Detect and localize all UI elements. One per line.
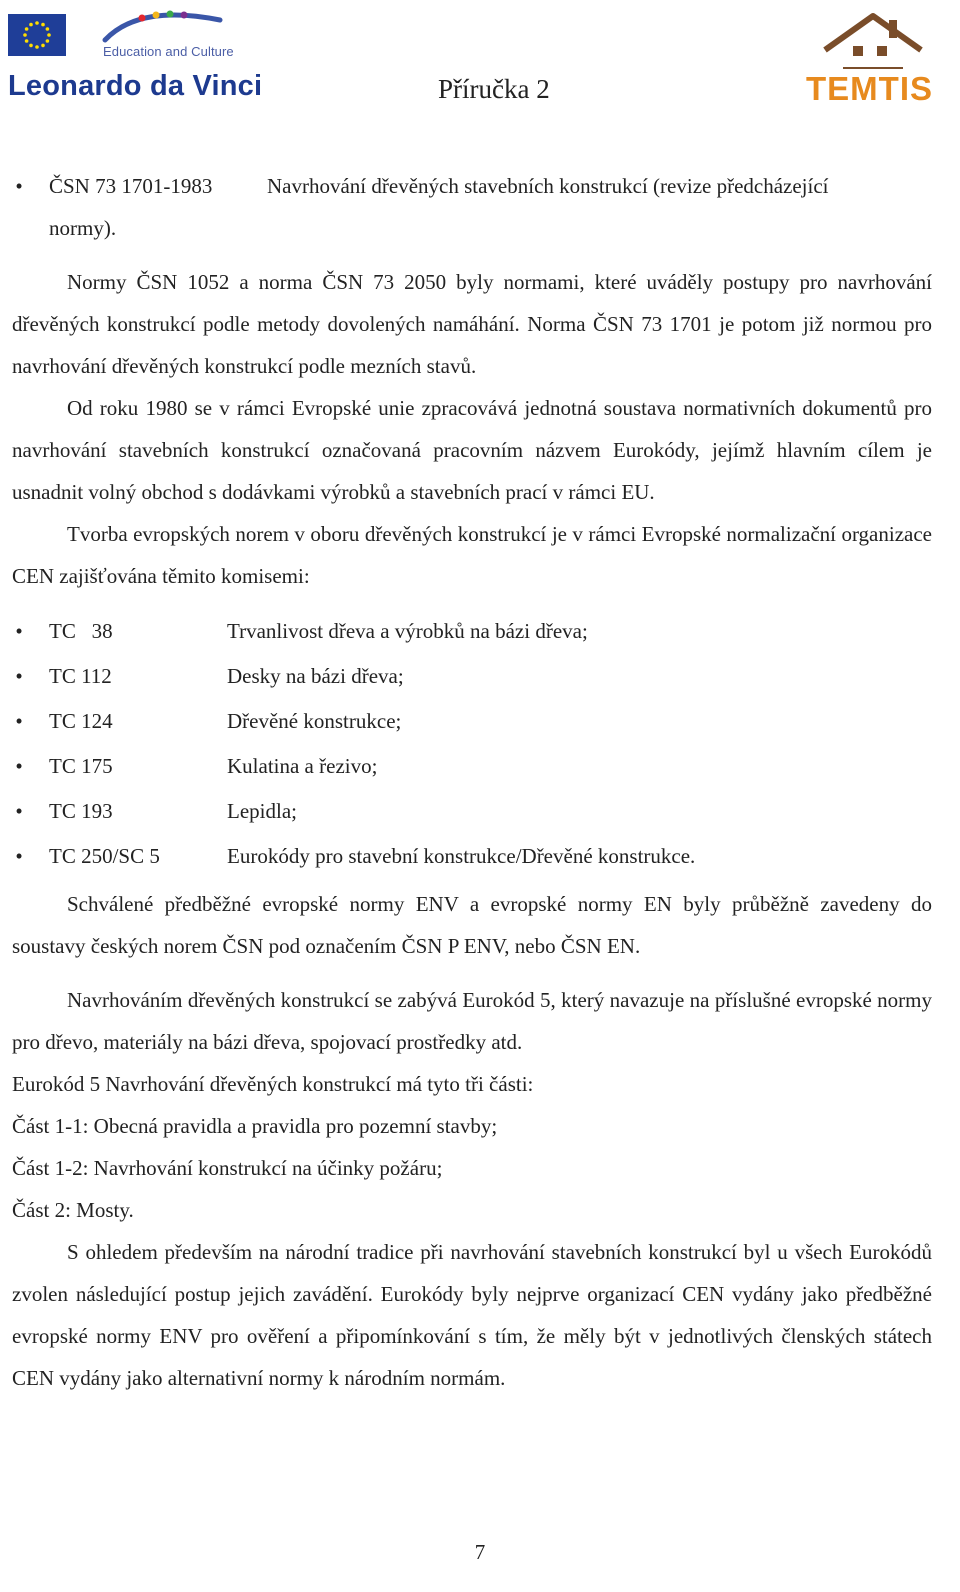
eurokod-part-1-2: Část 1-2: Navrhování konstrukcí na účinky požáru; bbox=[12, 1156, 443, 1180]
tc-description: Lepidla; bbox=[227, 799, 297, 823]
tc-description: Kulatina a řezivo; bbox=[227, 754, 378, 778]
page-header bbox=[0, 0, 960, 120]
tc-description: Trvanlivost dřeva a výrobků na bázi dřeva; bbox=[227, 619, 588, 643]
bullet-icon: • bbox=[15, 619, 23, 643]
norm-text-line2: normy). bbox=[49, 216, 117, 240]
paragraph-normy-csn: Normy ČSN 1052 a norma ČSN 73 2050 byly normami, které uváděly postupy pro navrhování dřevěných konstrukcí podle metody dovolených namáhání. Norma ČSN 73 1701 je potom již normou pro navrhování dřevěných konstrukcí podle mezních stavů. bbox=[12, 270, 932, 378]
paragraph-eurokody: Od roku 1980 se v rámci Evropské unie zpracovává jednotná soustava normativních dokumentů pro navrhování stavebních konstrukcí označovaná pracovním názvem Eurokódy, jejímž hlavním cílem je usnadnit volný obchod s dodávkami výrobků a stavebních prací v rámci EU. bbox=[12, 396, 932, 504]
bullet-icon: • bbox=[15, 799, 23, 823]
list-item bbox=[12, 699, 932, 744]
tc-code: TC 175 bbox=[49, 754, 113, 778]
eurokod-part-1-1: Část 1-1: Obecná pravidla a pravidla pro pozemní stavby; bbox=[12, 1114, 498, 1138]
header-title: Příručka 2 bbox=[438, 74, 550, 104]
tc-description: Eurokódy pro stavební konstrukce/Dřevěné konstrukce. bbox=[227, 844, 696, 868]
paragraph-ohledem: S ohledem především na národní tradice při navrhování stavebních konstrukcí byl u všech Eurokódů zvolen následující postup jejich zavádění. Eurokódy byly nejprve organizací CEN vydány jako předběžné evropské normy ENV pro ověření a připomínkování s tím, že měly být v jednotlivých členských státech CEN vydány jako alternativní normy k národním normám. bbox=[12, 1240, 932, 1390]
list-item bbox=[12, 609, 932, 654]
paragraph-navrhovanim: Navrhováním dřevěných konstrukcí se zabývá Eurokód 5, který navazuje na příslušné evropské normy pro dřevo, materiály na bázi dřeva, spojovací prostředky atd. bbox=[12, 988, 932, 1054]
tc-code: TC 124 bbox=[49, 709, 113, 733]
bullet-icon: • bbox=[15, 844, 23, 868]
tc-code: TC 250/SC 5 bbox=[49, 844, 160, 868]
tc-commission-list bbox=[12, 609, 932, 879]
paragraph-schvalene: Schválené předběžné evropské normy ENV a evropské normy EN byly průběžně zavedeny do soustavy českých norem ČSN pod označením ČSN P ENV, nebo ČSN EN. bbox=[12, 892, 932, 958]
education-culture-logo-icon bbox=[100, 6, 225, 46]
norm-text-line1: Navrhování dřevěných stavebních konstrukcí (revize předcházející bbox=[267, 174, 829, 198]
page-number: 7 bbox=[474, 1540, 486, 1564]
norm-code: ČSN 73 1701-1983 bbox=[49, 174, 213, 198]
paragraph-tvorba: Tvorba evropských norem v oboru dřevěných konstrukcí je v rámci Evropské normalizační organizace CEN zajišťována těmito komisemi: bbox=[12, 522, 932, 588]
bullet-icon: • bbox=[15, 174, 23, 198]
bullet-icon: • bbox=[15, 754, 23, 778]
tc-description: Dřevěné konstrukce; bbox=[227, 709, 402, 733]
list-item bbox=[12, 654, 932, 699]
eurokod-part-2: Část 2: Mosty. bbox=[12, 1198, 134, 1222]
document-body bbox=[12, 165, 932, 1399]
tc-code: TC 38 bbox=[49, 619, 113, 643]
tc-description: Desky na bázi dřeva; bbox=[227, 664, 404, 688]
bullet-icon: • bbox=[15, 664, 23, 688]
list-item bbox=[12, 834, 932, 879]
leonardo-da-vinci-logo-text: Leonardo da Vinci bbox=[8, 70, 263, 102]
norm-bullet-item bbox=[12, 165, 932, 249]
tc-code: TC 193 bbox=[49, 799, 113, 823]
list-item bbox=[12, 744, 932, 789]
eu-flag-icon bbox=[8, 14, 66, 56]
bullet-icon: • bbox=[15, 709, 23, 733]
tc-code: TC 112 bbox=[49, 664, 112, 688]
list-item bbox=[12, 789, 932, 834]
paragraph-eurokod-intro: Eurokód 5 Navrhování dřevěných konstrukcí má tyto tři části: bbox=[12, 1072, 534, 1096]
education-culture-text: Education and Culture bbox=[103, 44, 234, 59]
temtis-logo-text: TEMTIS bbox=[806, 70, 933, 107]
